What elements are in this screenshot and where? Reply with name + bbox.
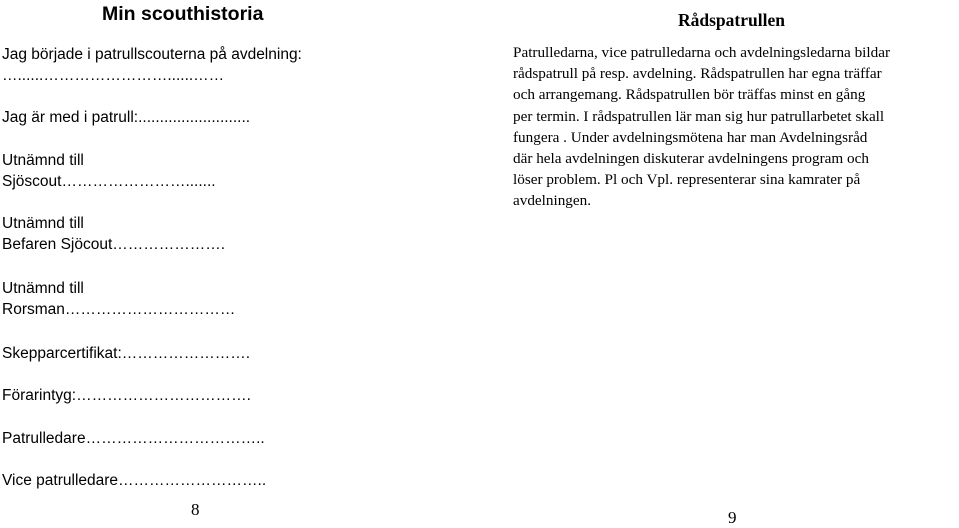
field-start-division-value: …......……………………......…… bbox=[2, 67, 225, 84]
paragraph-line: fungera . Under avdelningsmötena har man Avdelningsråd bbox=[513, 128, 868, 146]
field-helmsman-label: Utnämnd till bbox=[2, 280, 84, 297]
page-number-left: 8 bbox=[191, 500, 200, 519]
field-skipper-certificate-label: Skepparcertifikat:……………………. bbox=[2, 345, 251, 362]
page-number-right: 9 bbox=[728, 508, 737, 527]
field-skipper-certificate bbox=[2, 343, 250, 364]
field-patrol-leader bbox=[2, 428, 265, 449]
field-patrol bbox=[2, 107, 250, 128]
field-start-division bbox=[2, 44, 302, 86]
field-vice-patrol-leader-label: Vice patrulledare……………………….. bbox=[2, 472, 267, 489]
field-sea-scout-value: Sjöscout……………………....... bbox=[2, 173, 216, 190]
paragraph-line: löser problem. Pl och Vpl. representerar sina kamrater på bbox=[513, 171, 861, 189]
field-helmsman bbox=[2, 278, 235, 320]
field-sea-scout-label: Utnämnd till bbox=[2, 152, 84, 169]
field-vice-patrol-leader bbox=[2, 470, 266, 491]
field-sea-scout bbox=[2, 150, 216, 192]
field-start-division-label: Jag började i patrullscouterna på avdelning: bbox=[2, 46, 302, 63]
field-experienced-sea-scout bbox=[2, 213, 225, 255]
right-page-title: Rådspatrullen bbox=[678, 10, 785, 30]
field-experienced-sea-scout-label: Utnämnd till bbox=[2, 215, 84, 232]
left-page bbox=[0, 0, 400, 527]
field-patrol-label: Jag är med i patrull:.......................... bbox=[2, 109, 251, 126]
paragraph-line: per termin. I rådspatrullen lär man sig hur patrullarbetet skall bbox=[513, 107, 885, 125]
paragraph-line: och arrangemang. Rådspatrullen bör träffas minst en gång bbox=[513, 86, 866, 104]
field-driving-license-label: Förarintyg:……………………………. bbox=[2, 387, 251, 404]
field-patrol-leader-label: Patrulledare…………………………….. bbox=[2, 430, 265, 447]
left-page-title: Min scouthistoria bbox=[102, 3, 264, 25]
paragraph-line: rådspatrull på resp. avdelning. Rådspatrullen har egna träffar bbox=[513, 65, 882, 83]
paragraph-line: där hela avdelningen diskuterar avdelningens program och bbox=[513, 150, 869, 168]
right-page bbox=[480, 0, 959, 527]
paragraph-line: Patrulledarna, vice patrulledarna och avdelningsledarna bildar bbox=[513, 44, 890, 61]
field-helmsman-value: Rorsman…………………………… bbox=[2, 301, 236, 318]
right-page-paragraph bbox=[513, 42, 958, 212]
field-experienced-sea-scout-value: Befaren Sjöcout…………………. bbox=[2, 236, 226, 253]
paragraph-line: avdelningen. bbox=[513, 192, 592, 210]
field-driving-license bbox=[2, 385, 251, 406]
